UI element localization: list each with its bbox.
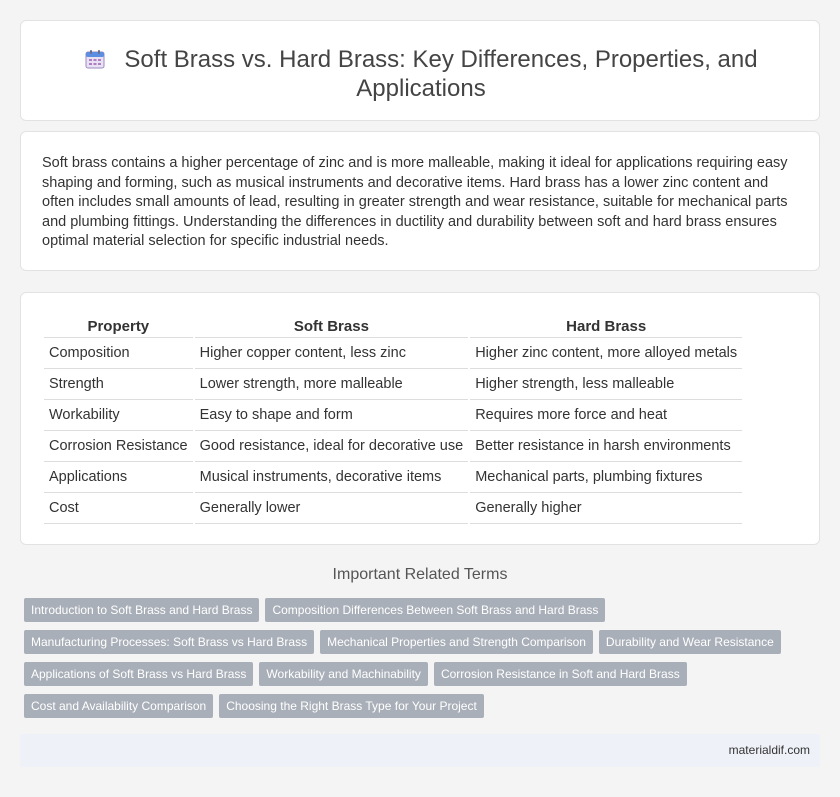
related-term-tag[interactable]: Applications of Soft Brass vs Hard Brass <box>24 662 253 686</box>
table-row <box>44 369 742 400</box>
header-hard-brass: Hard Brass <box>470 312 742 338</box>
table-row <box>44 400 742 431</box>
related-term-tag[interactable]: Durability and Wear Resistance <box>599 630 781 654</box>
comparison-table <box>42 312 744 524</box>
footer-site-link[interactable]: materialdif.com <box>728 743 810 757</box>
related-terms-title: Important Related Terms <box>332 566 508 583</box>
table-cell: Lower strength, more malleable <box>195 369 469 400</box>
related-term-tag[interactable]: Mechanical Properties and Strength Comparison <box>320 630 593 654</box>
table-cell: Musical instruments, decorative items <box>195 462 469 493</box>
table-cell: Higher strength, less malleable <box>470 369 742 400</box>
tag-row <box>24 630 814 654</box>
table-cell: Applications <box>44 462 193 493</box>
related-term-tag[interactable]: Workability and Machinability <box>259 662 428 686</box>
table-cell: Generally higher <box>470 493 742 524</box>
table-cell: Corrosion Resistance <box>44 431 193 462</box>
table-cell: Strength <box>44 369 193 400</box>
related-term-tag[interactable]: Introduction to Soft Brass and Hard Brass <box>24 598 259 622</box>
table-cell: Composition <box>44 338 193 369</box>
table-row <box>44 338 742 369</box>
page-title: Soft Brass vs. Hard Brass: Key Differences, Properties, and Applications <box>124 46 758 102</box>
table-row <box>44 462 742 493</box>
intro-card <box>20 131 820 271</box>
page-title-block <box>21 45 821 103</box>
table-cell: Generally lower <box>195 493 469 524</box>
related-term-tag[interactable]: Corrosion Resistance in Soft and Hard Brass <box>434 662 687 686</box>
table-header-row <box>44 312 742 338</box>
table-cell: Workability <box>44 400 193 431</box>
intro-paragraph: Soft brass contains a higher percentage of zinc and is more malleable, making it ideal for applications requiring easy shaping and forming, such as musical instruments and decorative items. Hard brass has a lower zinc content and often includes small amounts of lead, resulting in greater strength and wear resistance, suitable for mechanical parts and plumbing fittings. Understanding the differences in ductility and durability between soft and hard brass ensures optimal material selection for specific industrial needs. <box>42 155 788 250</box>
table-cell: Higher copper content, less zinc <box>195 338 469 369</box>
tag-row <box>24 662 814 686</box>
table-cell: Easy to shape and form <box>195 400 469 431</box>
related-term-tag[interactable]: Cost and Availability Comparison <box>24 694 213 718</box>
footer-bar <box>20 734 820 767</box>
comparison-card <box>20 292 820 545</box>
related-term-tag[interactable]: Manufacturing Processes: Soft Brass vs Hard Brass <box>24 630 314 654</box>
header-property: Property <box>44 312 193 338</box>
table-cell: Higher zinc content, more alloyed metals <box>470 338 742 369</box>
table-row <box>44 493 742 524</box>
title-card <box>20 20 820 121</box>
table-cell: Mechanical parts, plumbing fixtures <box>470 462 742 493</box>
related-term-tag[interactable]: Choosing the Right Brass Type for Your Project <box>219 694 484 718</box>
table-cell: Requires more force and heat <box>470 400 742 431</box>
tag-row <box>24 694 814 718</box>
related-term-tag[interactable]: Composition Differences Between Soft Brass and Hard Brass <box>265 598 605 622</box>
table-cell: Cost <box>44 493 193 524</box>
header-soft-brass: Soft Brass <box>195 312 469 338</box>
table-cell: Good resistance, ideal for decorative use <box>195 431 469 462</box>
calendar-icon <box>84 48 106 70</box>
tag-row <box>24 598 814 622</box>
related-terms-list <box>24 598 814 726</box>
table-row <box>44 431 742 462</box>
table-cell: Better resistance in harsh environments <box>470 431 742 462</box>
